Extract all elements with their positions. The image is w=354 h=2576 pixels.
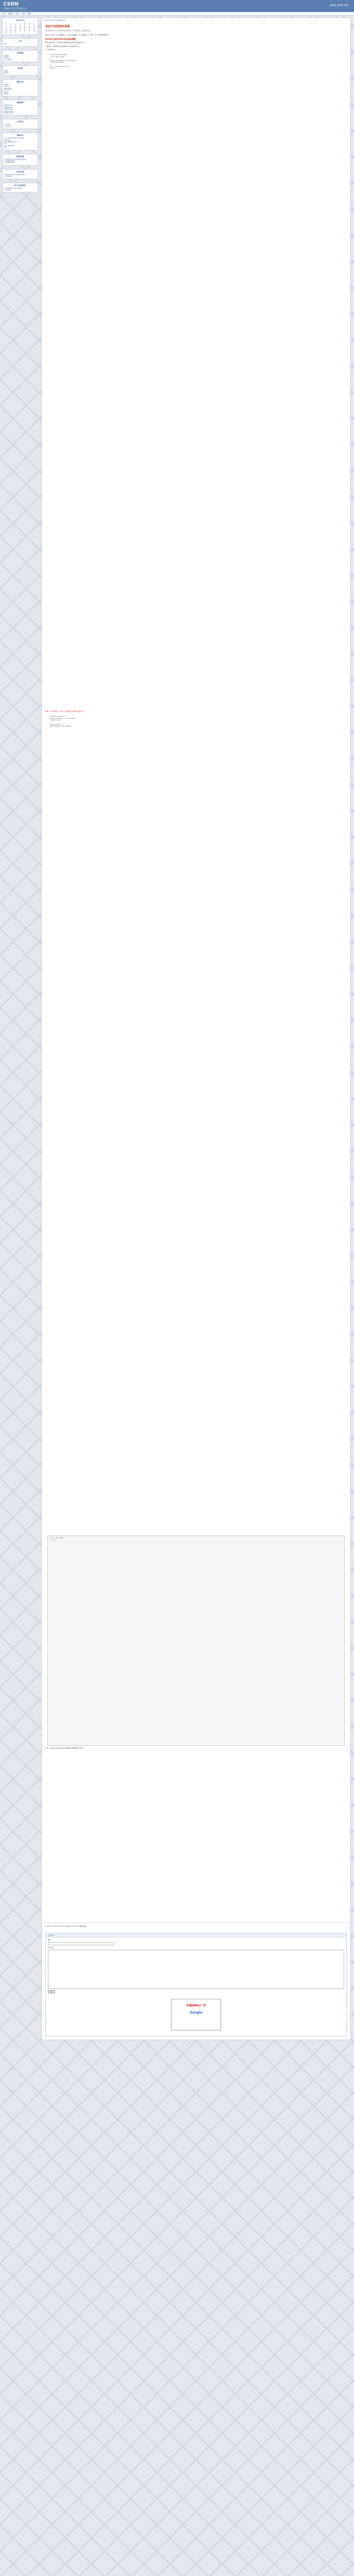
sidebar-link[interactable]: 2009年3月(3) — [4, 105, 13, 107]
sidebar-link[interactable]: 学习了 — [4, 143, 8, 145]
paragraph: 下面通过一个简单的例子来说明prototype的使用方法： — [45, 45, 81, 47]
sidebar-link[interactable]: Oracle(3) — [4, 89, 10, 92]
calendar-day: 二 — [15, 22, 16, 24]
sidebar-link[interactable]: 搜索 — [4, 43, 7, 45]
calendar-day[interactable]: 21 — [33, 28, 35, 30]
post-subtitle: 我们常常在JavaScript的原型中查找这个方法和属性，直到找到为止 — [45, 29, 91, 32]
submit-button[interactable]: 提交 — [48, 1990, 55, 1993]
ad-text: 中国500元广告 — [186, 2004, 206, 2008]
sidebar-box-title: 评论排行榜 — [16, 170, 25, 173]
calendar-day[interactable]: 6 — [29, 24, 30, 26]
sidebar-link[interactable]: 2. 类的继承(6) — [4, 176, 13, 178]
calendar-day[interactable]: 25 — [19, 29, 21, 32]
calendar-day[interactable]: 4 — [20, 24, 21, 26]
calendar-day[interactable]: 5 — [24, 24, 26, 26]
sidebar-box-title: 公告 — [18, 40, 22, 43]
code-block: function Person(name){ this.name = name; } Person.prototype.say = function(){ alert(this.name); }; var p = new Person("Tom"); p.say(); — [50, 54, 76, 70]
sidebar-box-title: 最新评论 — [16, 134, 23, 137]
sidebar-link[interactable]: SQL(2) — [4, 91, 9, 93]
content-label: 评论内容 — [48, 1947, 54, 1949]
calendar-day[interactable]: 22 — [5, 29, 7, 32]
calendar-day[interactable]: 13 — [28, 26, 30, 28]
calendar-day[interactable]: 9 — [10, 26, 11, 28]
comment-textarea[interactable] — [48, 1950, 344, 1989]
sidebar-box-title: 随笔分类 — [16, 80, 23, 83]
sidebar-box — [2, 154, 38, 166]
calendar-day[interactable]: 10 — [14, 26, 16, 28]
calendar-day[interactable]: 29 — [5, 32, 7, 34]
calendar-day[interactable]: 26 — [24, 29, 26, 32]
calendar — [2, 17, 38, 35]
top-nav — [0, 12, 354, 16]
sidebar-box — [2, 38, 38, 46]
calendar-day[interactable] — [27, 29, 32, 33]
sidebar-link[interactable]: 2009年1月(4) — [4, 108, 13, 111]
summary: 总结：prototype是JavaScript实现面向对象编程的核心机制。 — [45, 1747, 85, 1750]
calendar-day[interactable]: 7 — [33, 24, 35, 26]
nav-home[interactable]: 首页 — [2, 13, 6, 15]
calendar-day[interactable]: 14 — [33, 26, 35, 28]
sidebar-link[interactable]: Java(12) — [4, 86, 9, 88]
name-label: 昵称 — [48, 1939, 51, 1942]
sidebar-link[interactable]: 工具使用(2) — [4, 125, 11, 128]
sidebar-box-title: 60天内阅读排行 — [14, 184, 27, 186]
sidebar-link[interactable]: 3. 闭包详解(980) — [4, 162, 15, 164]
calendar-day[interactable]: 12 — [24, 26, 26, 28]
sidebar-link[interactable]: 3. re: 继承的实现 — [4, 144, 14, 147]
nav-manage[interactable]: 管理 — [27, 13, 31, 15]
calendar-day[interactable] — [18, 29, 23, 33]
sidebar-box — [2, 65, 38, 76]
paragraph-warning: 重要：每个对象都有一个原型，原型链是实现继承的主要方法。 — [45, 711, 85, 713]
sidebar-box — [2, 119, 38, 129]
sidebar-link[interactable]: 1. JavaScript中prototype属性(12) — [4, 173, 25, 176]
calendar-day[interactable] — [32, 29, 36, 33]
sidebar-link[interactable]: 很好的文章 — [4, 139, 10, 141]
main-content — [41, 17, 351, 2040]
sidebar-link[interactable]: 2008年12月(6) — [4, 110, 14, 112]
comment-form-title: 发表评论 — [46, 1933, 346, 1938]
calendar-day[interactable]: 2 — [10, 24, 11, 26]
calendar-day[interactable]: 28 — [33, 29, 35, 32]
sidebar-link[interactable]: 2. 闭包详解 — [4, 189, 11, 191]
calendar-day: 四 — [24, 22, 26, 24]
calendar-day[interactable]: 24 — [14, 29, 16, 32]
calendar-day: 一 — [10, 22, 12, 24]
breadcrumb[interactable]: JavaScript中prototype属性介绍 — [44, 20, 65, 21]
calendar-day[interactable]: 19 — [24, 28, 26, 30]
calendar-day[interactable]: 17 — [14, 28, 16, 30]
sidebar-link[interactable]: Web(8) — [4, 93, 9, 95]
sidebar-box-title: 留言簿 — [17, 67, 23, 70]
code-block-boxed: var d = new Dog(); d.run(); — [47, 1535, 345, 1746]
sidebar-link[interactable]: 1. JavaScript中prototype属性(2312) — [4, 158, 27, 160]
paragraph: 原型对象中包含了可以由特定类型的所有实例共享的属性和方法。 — [45, 42, 87, 44]
calendar-day: 六 — [33, 22, 35, 24]
nav-new-post[interactable]: 新随笔 — [8, 13, 13, 15]
sidebar-link[interactable]: 我参与的随笔 — [4, 58, 12, 61]
calendar-title: 2009年3月 — [15, 19, 25, 21]
paragraph: 在JavaScript中，每个函数都有一个prototype属性，这个属性指向一个对象，这个对象就是原型对象。 — [45, 34, 111, 36]
post-title[interactable]: 用JS开发框架的原理 — [45, 25, 70, 28]
sidebar — [2, 17, 38, 196]
calendar-day[interactable]: 8 — [5, 26, 7, 28]
post-footer: posted on 2009-03-18 10:12 阅读(2312) 评论(12) 编辑 收藏 — [42, 1922, 350, 1930]
calendar-day[interactable]: 27 — [28, 29, 30, 32]
paragraph: 1. 为类添加方法。 — [45, 49, 57, 51]
sidebar-link[interactable]: 2. 类的继承(1420) — [4, 160, 15, 162]
sidebar-link[interactable]: 我的评论 — [4, 57, 9, 59]
calendar-day[interactable]: 23 — [10, 29, 12, 32]
sidebar-box — [2, 183, 38, 193]
nav-subscribe[interactable]: 订阅 — [21, 13, 25, 15]
ad-box[interactable] — [171, 1999, 221, 2030]
name-input[interactable] — [48, 1942, 114, 1945]
sidebar-box-title: 文章分类 — [16, 120, 23, 123]
sidebar-link[interactable]: 收藏 — [4, 147, 7, 149]
sidebar-box — [2, 169, 38, 179]
sidebar-box — [2, 132, 38, 150]
sidebar-box-title: 随笔档案 — [16, 101, 23, 104]
sidebar-box — [2, 100, 38, 116]
calendar-day[interactable] — [22, 29, 27, 33]
calendar-day: 日 — [5, 22, 7, 24]
comment-form — [45, 1933, 347, 2036]
calendar-grid — [4, 22, 36, 33]
highlight-text: JavaScript中prototype属性 — [45, 38, 77, 41]
ad-brand: Google — [190, 2011, 203, 2015]
sidebar-box — [2, 50, 38, 62]
calendar-day[interactable]: 31 — [14, 32, 16, 34]
site-url[interactable]: www.csdn.net — [329, 4, 349, 7]
sidebar-box-title: 常用链接 — [16, 51, 23, 54]
calendar-day[interactable]: 20 — [28, 28, 30, 30]
sidebar-link[interactable]: 给我留言 — [4, 70, 9, 72]
calendar-day[interactable]: 18 — [19, 28, 21, 30]
sidebar-box-title: 阅读排行榜 — [16, 155, 25, 158]
sidebar-link[interactable]: 1. re: JavaScript中prototype属性 — [4, 137, 25, 140]
calendar-day[interactable]: 3 — [15, 24, 16, 26]
sidebar-box — [2, 79, 38, 96]
code-block: function Animal(){} Animal.prototype.run = function(){ alert("run"); }; function Dog(){} Dog.prototype = new Animal(); — [50, 716, 76, 728]
sidebar-link[interactable]: 我的随笔 — [4, 55, 9, 57]
calendar-day: 五 — [28, 22, 30, 24]
calendar-day: 三 — [19, 22, 21, 24]
sidebar-link[interactable]: 技术文章(5) — [4, 124, 11, 126]
calendar-day[interactable]: 11 — [19, 26, 21, 28]
calendar-day[interactable]: 1 — [5, 24, 7, 26]
calendar-day[interactable]: 16 — [10, 28, 12, 30]
sidebar-link[interactable]: 2. re: 对象和类的关系 — [4, 141, 17, 143]
calendar-day[interactable]: 15 — [5, 28, 7, 30]
sidebar-link[interactable]: 2009年2月(5) — [4, 106, 13, 108]
sidebar-link[interactable]: .NET(4) — [4, 83, 9, 86]
site-logo[interactable]: CSDN 全球最大中文IT技术社区 — [3, 2, 27, 10]
site-header — [0, 0, 354, 12]
nav-contact[interactable]: 联系 — [15, 13, 19, 15]
paragraph-highlight — [42, 37, 350, 41]
sidebar-link[interactable]: 2008年11月(2) — [4, 112, 14, 114]
sidebar-link[interactable]: 1. JavaScript中prototype属性 — [4, 187, 22, 189]
calendar-day[interactable]: 30 — [10, 32, 12, 34]
sidebar-link[interactable]: JavaScript(6) — [4, 87, 13, 89]
sidebar-link[interactable]: 查看留言 — [4, 72, 9, 74]
